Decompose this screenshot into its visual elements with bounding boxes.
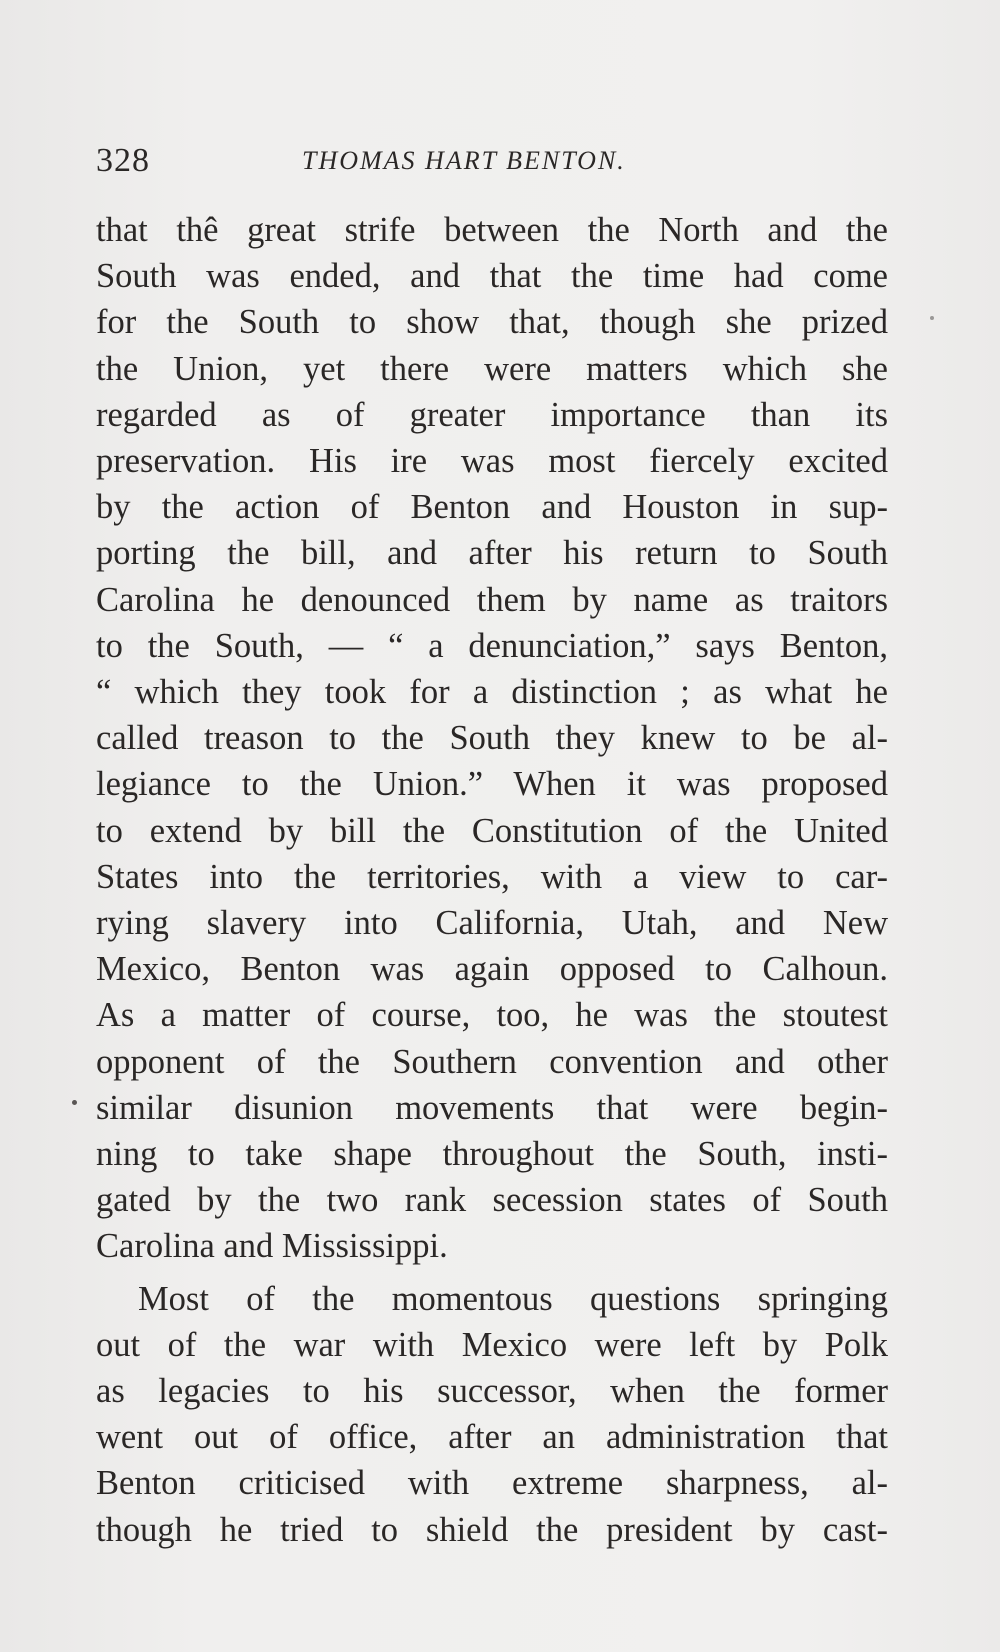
text-line: similar disunion movements that were begin- — [96, 1088, 888, 1127]
text-line: “ which they took for a distinction ; as what he — [96, 673, 888, 712]
text-line: the Union, yet there were matters which she — [96, 349, 888, 388]
text-line: South was ended, and that the time had come — [96, 257, 888, 296]
text-line: by the action of Benton and Houston in sup- — [96, 488, 888, 527]
text-line: legiance to the Union.” When it was proposed — [96, 765, 888, 804]
text-line: to the South, — “ a denunciation,” says Benton, — [96, 626, 888, 665]
page-header — [96, 142, 886, 192]
text-line: called treason to the South they knew to be al- — [96, 719, 888, 758]
text-line: ning to take shape throughout the South, insti- — [96, 1135, 888, 1174]
text-line: Mexico, Benton was again opposed to Calhoun. — [96, 950, 888, 989]
text-line: porting the bill, and after his return to South — [96, 534, 888, 573]
body-text — [96, 207, 888, 1553]
text-line: Most of the momentous questions springing — [138, 1279, 888, 1318]
text-line: went out of office, after an administration that — [96, 1418, 888, 1457]
text-line: Benton criticised with extreme sharpness, al- — [96, 1464, 888, 1503]
paragraph-2 — [96, 1276, 888, 1553]
page-number: 328 — [96, 142, 150, 179]
text-line: As a matter of course, too, he was the stoutest — [96, 996, 888, 1035]
text-line: for the South to show that, though she prized — [96, 303, 888, 342]
text-line: Carolina and Mississippi. — [96, 1227, 448, 1266]
text-line: regarded as of greater importance than its — [96, 395, 888, 434]
text-line: though he tried to shield the president by cast- — [96, 1510, 888, 1549]
margin-speck — [930, 316, 934, 320]
text-line: Carolina he denounced them by name as traitors — [96, 580, 888, 619]
text-line: opponent of the Southern convention and other — [96, 1042, 888, 1081]
text-line: States into the territories, with a view to car- — [96, 857, 888, 896]
margin-mark — [72, 1100, 77, 1105]
text-line: preservation. His ire was most fiercely excited — [96, 442, 888, 481]
paragraph-1 — [96, 207, 888, 1270]
text-line: that thê great strife between the North and the — [96, 211, 888, 249]
text-line: gated by the two rank secession states of South — [96, 1181, 888, 1220]
running-head: THOMAS HART BENTON. — [302, 146, 626, 175]
text-line: as legacies to his successor, when the former — [96, 1372, 888, 1411]
text-line: to extend by bill the Constitution of the United — [96, 811, 888, 850]
text-line: out of the war with Mexico were left by Polk — [96, 1325, 888, 1364]
text-line: rying slavery into California, Utah, and New — [96, 904, 888, 943]
